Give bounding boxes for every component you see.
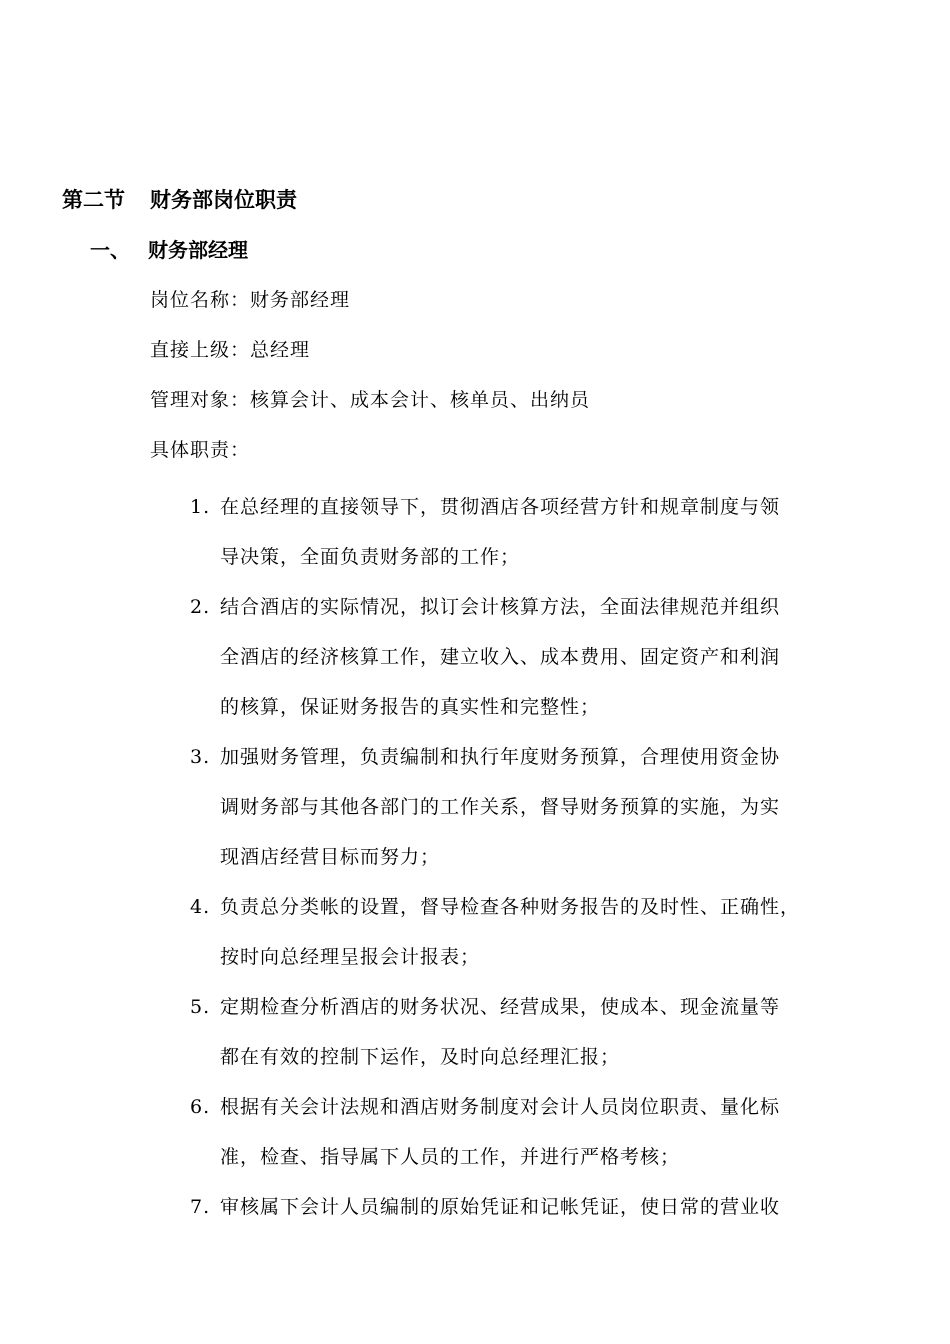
- duties-label: 具体职责：: [150, 439, 251, 461]
- duty-line: 结合酒店的实际情况，拟订会计核算方法，全面法律规范并组织: [220, 596, 781, 618]
- subsection-number: 一、: [90, 238, 130, 262]
- duty-line: 导决策，全面负责财务部的工作；: [220, 546, 521, 568]
- duty-number: 2.: [190, 596, 211, 618]
- duty-text: [220, 1082, 870, 1182]
- subsection-title: 财务部经理: [148, 238, 248, 262]
- duty-line: 定期检查分析酒店的财务状况、经营成果，使成本、现金流量等: [220, 996, 781, 1018]
- duty-text: [220, 732, 870, 882]
- duty-text: [220, 1182, 870, 1232]
- duty-number: 4.: [190, 896, 211, 918]
- duty-line: 全酒店的经济核算工作，建立收入、成本费用、固定资产和利润: [220, 646, 781, 668]
- duty-number: 3.: [190, 746, 211, 768]
- duty-number: 7.: [190, 1196, 211, 1218]
- duty-item: [190, 882, 880, 982]
- duty-text: [220, 982, 870, 1082]
- duty-line: 在总经理的直接领导下，贯彻酒店各项经营方针和规章制度与领: [220, 496, 781, 518]
- duty-line: 现酒店经营目标而努力；: [220, 846, 441, 868]
- duty-item: [190, 982, 880, 1082]
- duty-item: [190, 582, 880, 732]
- duty-line: 按时向总经理呈报会计报表；: [220, 946, 481, 968]
- section-heading: [62, 184, 297, 216]
- duty-item: [190, 732, 880, 882]
- duty-line: 审核属下会计人员编制的原始凭证和记帐凭证，使日常的营业收: [220, 1196, 781, 1218]
- duty-number: 1.: [190, 496, 211, 518]
- subsection-heading: [90, 234, 248, 266]
- position-name-field: 岗位名称：财务部经理: [150, 289, 351, 311]
- duty-item: [190, 1182, 880, 1232]
- section-title: 财务部岗位职责: [150, 188, 297, 212]
- duty-line: 调财务部与其他各部门的工作关系，督导财务预算的实施，为实: [220, 796, 781, 818]
- direct-superior-field: 直接上级：总经理: [150, 339, 311, 361]
- management-objects-field: 管理对象：核算会计、成本会计、核单员、出纳员: [150, 389, 591, 411]
- duty-text: [220, 582, 870, 732]
- duty-number: 5.: [190, 996, 211, 1018]
- duty-line: 都在有效的控制下运作，及时向总经理汇报；: [220, 1046, 621, 1068]
- duty-number: 6.: [190, 1096, 211, 1118]
- duty-text: [220, 882, 870, 982]
- section-number: 第二节: [62, 188, 125, 212]
- duties-list: [190, 482, 880, 1232]
- duty-line: 加强财务管理，负责编制和执行年度财务预算，合理使用资金协: [220, 746, 781, 768]
- duty-line: 根据有关会计法规和酒店财务制度对会计人员岗位职责、量化标: [220, 1096, 781, 1118]
- duty-item: [190, 482, 880, 582]
- duty-item: [190, 1082, 880, 1182]
- duty-line: 负责总分类帐的设置，督导检查各种财务报告的及时性、正确性，: [220, 896, 801, 918]
- duty-text: [220, 482, 870, 582]
- duty-line: 的核算，保证财务报告的真实性和完整性；: [220, 696, 601, 718]
- duty-line: 准，检查、指导属下人员的工作，并进行严格考核；: [220, 1146, 681, 1168]
